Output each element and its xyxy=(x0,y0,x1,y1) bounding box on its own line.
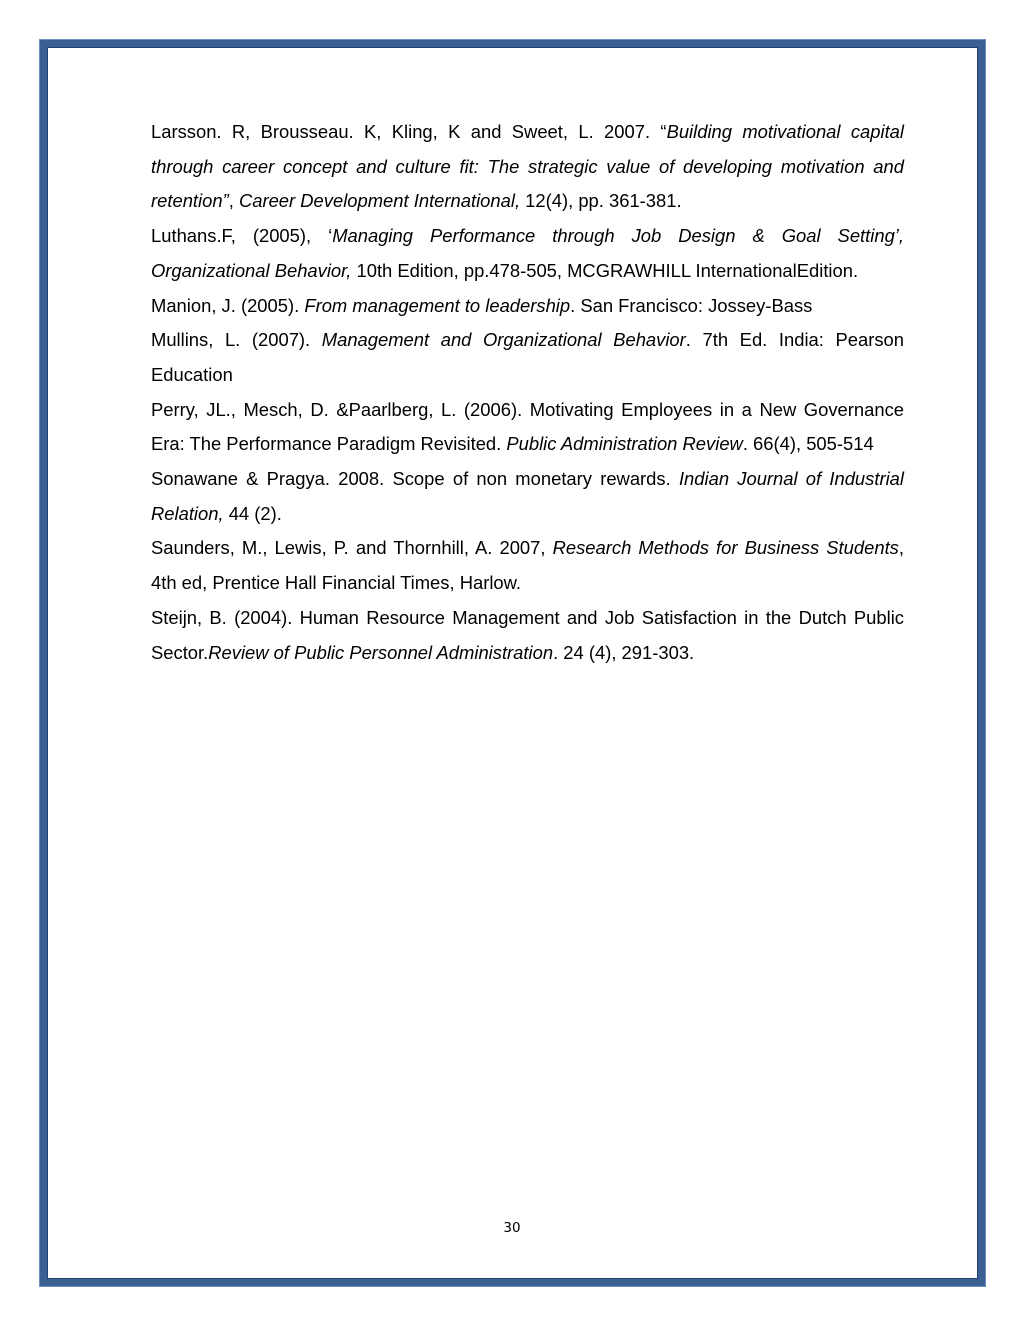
reference-text: Luthans.F, (2005), ‘ xyxy=(151,225,333,247)
reference-text: . 24 (4), 291-303. xyxy=(553,641,695,663)
reference-italic-text: From management to leadership xyxy=(304,294,571,316)
reference-text: , xyxy=(228,190,239,212)
reference-entry xyxy=(151,531,904,600)
reference-text: Mullins, L. (2007). xyxy=(151,329,322,351)
reference-text: 12(4), pp. 361-381. xyxy=(520,190,682,212)
reference-entry xyxy=(151,115,904,219)
reference-entry xyxy=(151,289,904,324)
reference-text: Manion, J. (2005). xyxy=(151,294,305,316)
reference-italic-text: Career Development International, xyxy=(238,190,521,212)
reference-italic-text: Managing Performance through Job Design & Goal Setting’, Organizational Behavior, xyxy=(151,225,905,281)
reference-text: Perry, JL., Mesch, D. &Paarlberg, L. (2006). Motivating Employees in a New Governance Era: The Performance Paradigm Revisited. xyxy=(151,398,904,455)
reference-text: Saunders, M., Lewis, P. and Thornhill, A. 2007, xyxy=(151,537,553,559)
reference-text: . 7th Ed. India: Pearson Education xyxy=(151,329,904,385)
page-number: 30 xyxy=(503,1220,521,1236)
reference-text: . 66(4), 505-514 xyxy=(742,433,874,455)
reference-italic-text: Management and Organizational Behavior xyxy=(321,329,686,351)
reference-entry xyxy=(151,393,904,462)
reference-entry xyxy=(151,462,904,531)
reference-text: Steijn, B. (2004). Human Resource Management and Job Satisfaction in the Dutch Public Sector. xyxy=(151,606,904,663)
reference-text: . San Francisco: Jossey-Bass xyxy=(570,294,813,316)
reference-text: 10th Edition, pp.478-505, MCGRAWHILL InternationalEdition. xyxy=(351,259,859,281)
reference-text: Sonawane & Pragya. 2008. Scope of non monetary rewards. xyxy=(151,468,679,490)
reference-entry xyxy=(151,323,904,392)
reference-italic-text: Indian Journal of Industrial Relation, xyxy=(151,468,904,524)
reference-list xyxy=(151,115,904,670)
reference-entry xyxy=(151,219,904,288)
reference-entry xyxy=(151,601,904,670)
reference-italic-text: Research Methods for Business Students xyxy=(552,537,899,559)
reference-italic-text: Building motivational capital through career concept and culture fit: The strategic value of developing motivation and retention” xyxy=(151,121,905,212)
reference-italic-text: Public Administration Review xyxy=(506,433,743,455)
reference-text: Larsson. R, Brousseau. K, Kling, K and Sweet, L. 2007. “ xyxy=(151,121,667,142)
reference-text: , 4th ed, Prentice Hall Financial Times, Harlow. xyxy=(151,537,904,594)
reference-italic-text: Review of Public Personnel Administration xyxy=(208,641,554,663)
reference-text: 44 (2). xyxy=(223,502,282,524)
